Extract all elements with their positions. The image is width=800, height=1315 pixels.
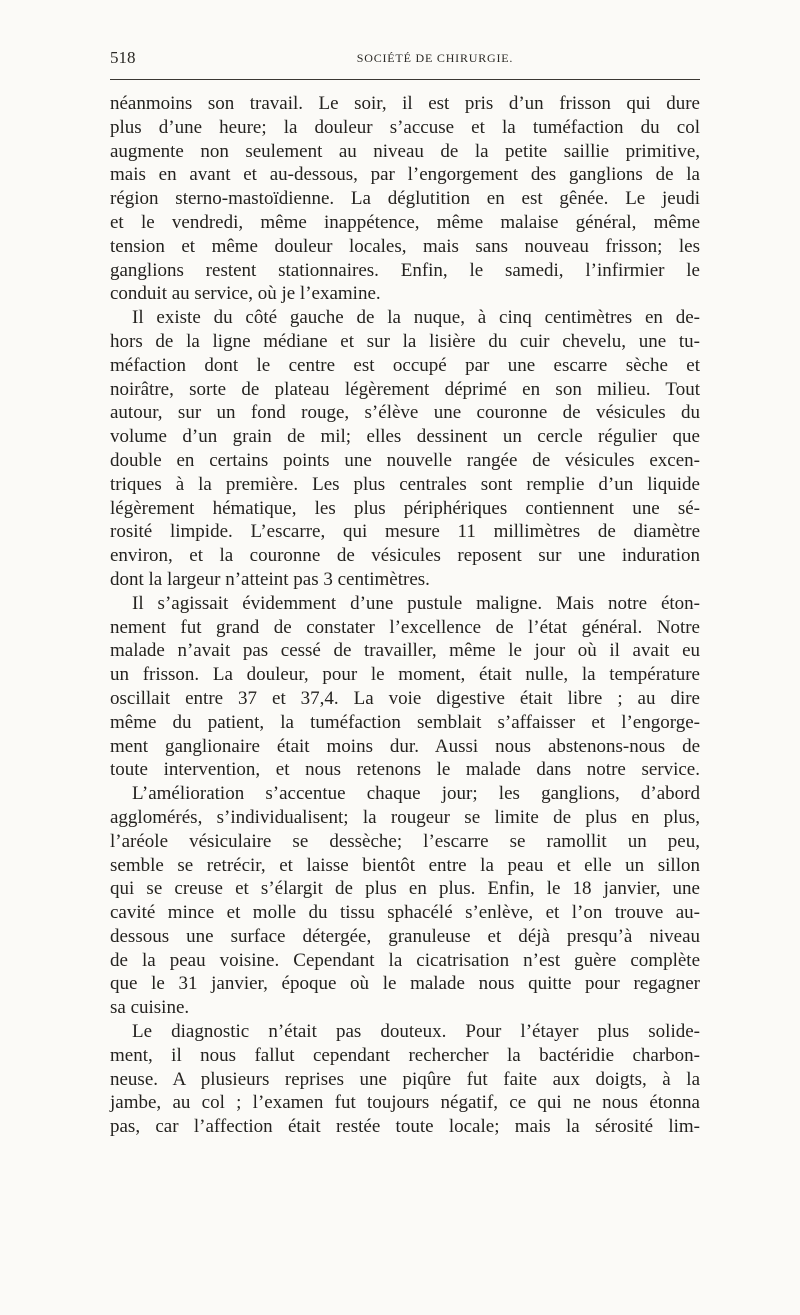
text-line: L’amélioration s’accentue chaque jour; les ganglions, d’abord	[132, 783, 700, 805]
text-line: rosité limpide. L’escarre, qui mesure 11 millimètres de diamètre	[110, 521, 700, 543]
body-text	[110, 92, 700, 1139]
text-line: un frisson. La douleur, pour le moment, était nulle, la température	[110, 664, 700, 686]
text-line: plus d’une heure; la douleur s’accuse et la tuméfaction du col	[110, 116, 700, 138]
text-line: triques à la première. Les plus centrales sont remplie d’un liquide	[110, 473, 700, 495]
text-line: pas, car l’affection était restée toute locale; mais la sérosité lim-	[110, 1116, 700, 1138]
running-title: SOCIÉTÉ DE CHIRURGIE.	[356, 51, 514, 65]
text-line: mais en avant et au-dessous, par l’engorgement des ganglions de la	[110, 164, 700, 186]
text-line: Le diagnostic n’était pas douteux. Pour l’étayer plus solide-	[132, 1021, 700, 1043]
text-line: noirâtre, sorte de plateau légèrement déprimé en son milieu. Tout	[110, 378, 700, 400]
text-line: Il existe du côté gauche de la nuque, à cinq centimètres en de-	[132, 307, 700, 329]
text-line: autour, sur un fond rouge, s’élève une couronne de vésicules du	[110, 402, 700, 424]
text-line: tension et même douleur locales, mais sans nouveau frisson; les	[110, 235, 700, 257]
text-line: l’aréole vésiculaire se dessèche; l’escarre se ramollit un peu,	[110, 830, 700, 852]
text-line: oscillait entre 37 et 37,4. La voie digestive était libre ; au dire	[110, 687, 700, 709]
text-line: conduit au service, où je l’examine.	[110, 283, 381, 305]
text-line: dont la largeur n’atteint pas 3 centimètres.	[110, 568, 430, 590]
text-line: qui se creuse et s’élargit de plus en plus. Enfin, le 18 janvier, une	[110, 878, 700, 900]
text-line: même du patient, la tuméfaction semblait s’affaisser et l’engorge-	[110, 711, 700, 733]
text-line: jambe, au col ; l’examen fut toujours négatif, ce qui ne nous étonna	[110, 1092, 700, 1114]
text-line: dessous une surface détergée, granuleuse et déjà presqu’à niveau	[110, 925, 700, 947]
text-line: ment ganglionaire était moins dur. Aussi nous abstenons-nous de	[110, 735, 700, 757]
text-line: neuse. A plusieurs reprises une piqûre fut faite aux doigts, à la	[110, 1068, 700, 1090]
text-line: cavité mince et molle du tissu sphacélé s’enlève, et l’on trouve au-	[110, 902, 700, 924]
text-line: augmente non seulement au niveau de la petite saillie primitive,	[110, 140, 700, 162]
text-line: méfaction dont le centre est occupé par une escarre sèche et	[110, 354, 700, 376]
text-line: double en certains points une nouvelle rangée de vésicules excen-	[110, 449, 700, 471]
text-line: et le vendredi, même inappétence, même malaise général, même	[110, 211, 700, 233]
text-line: ganglions restent stationnaires. Enfin, le samedi, l’infirmier le	[110, 259, 700, 281]
text-line: semble se retrécir, et laisse bientôt entre la peau et elle un sillon	[110, 854, 700, 876]
text-line: volume d’un grain de mil; elles dessinent un cercle régulier que	[110, 426, 700, 448]
text-line: sa cuisine.	[110, 997, 190, 1019]
text-line: malade n’avait pas cessé de travailler, même le jour où il avait eu	[110, 640, 700, 662]
page-number: 518	[110, 48, 136, 67]
text-line: ment, il nous fallut cependant rechercher la bactéridie charbon-	[110, 1044, 700, 1066]
text-line: de la peau voisine. Cependant la cicatrisation n’est guère complète	[110, 949, 700, 971]
text-line: Il s’agissait évidemment d’une pustule maligne. Mais notre éton-	[132, 592, 700, 614]
text-line: région sterno-mastoïdienne. La déglutition en est gênée. Le jeudi	[110, 188, 700, 210]
text-line: hors de la ligne médiane et sur la lisière du cuir chevelu, une tu-	[110, 330, 700, 352]
page-header	[110, 48, 700, 72]
text-line: nement fut grand de constater l’excellence de l’état général. Notre	[110, 616, 700, 638]
text-line: que le 31 janvier, époque où le malade nous quitte pour regagner	[110, 973, 700, 995]
text-line: légèrement hématique, les plus périphériques contiennent une sé-	[110, 497, 700, 519]
text-line: agglomérés, s’individualisent; la rougeur se limite de plus en plus,	[110, 806, 700, 828]
header-rule	[110, 79, 700, 80]
text-line: toute intervention, et nous retenons le malade dans notre service.	[110, 759, 700, 781]
text-line: néanmoins son travail. Le soir, il est pris d’un frisson qui dure	[110, 93, 700, 114]
text-line: environ, et la couronne de vésicules reposent sur une induration	[110, 545, 700, 567]
